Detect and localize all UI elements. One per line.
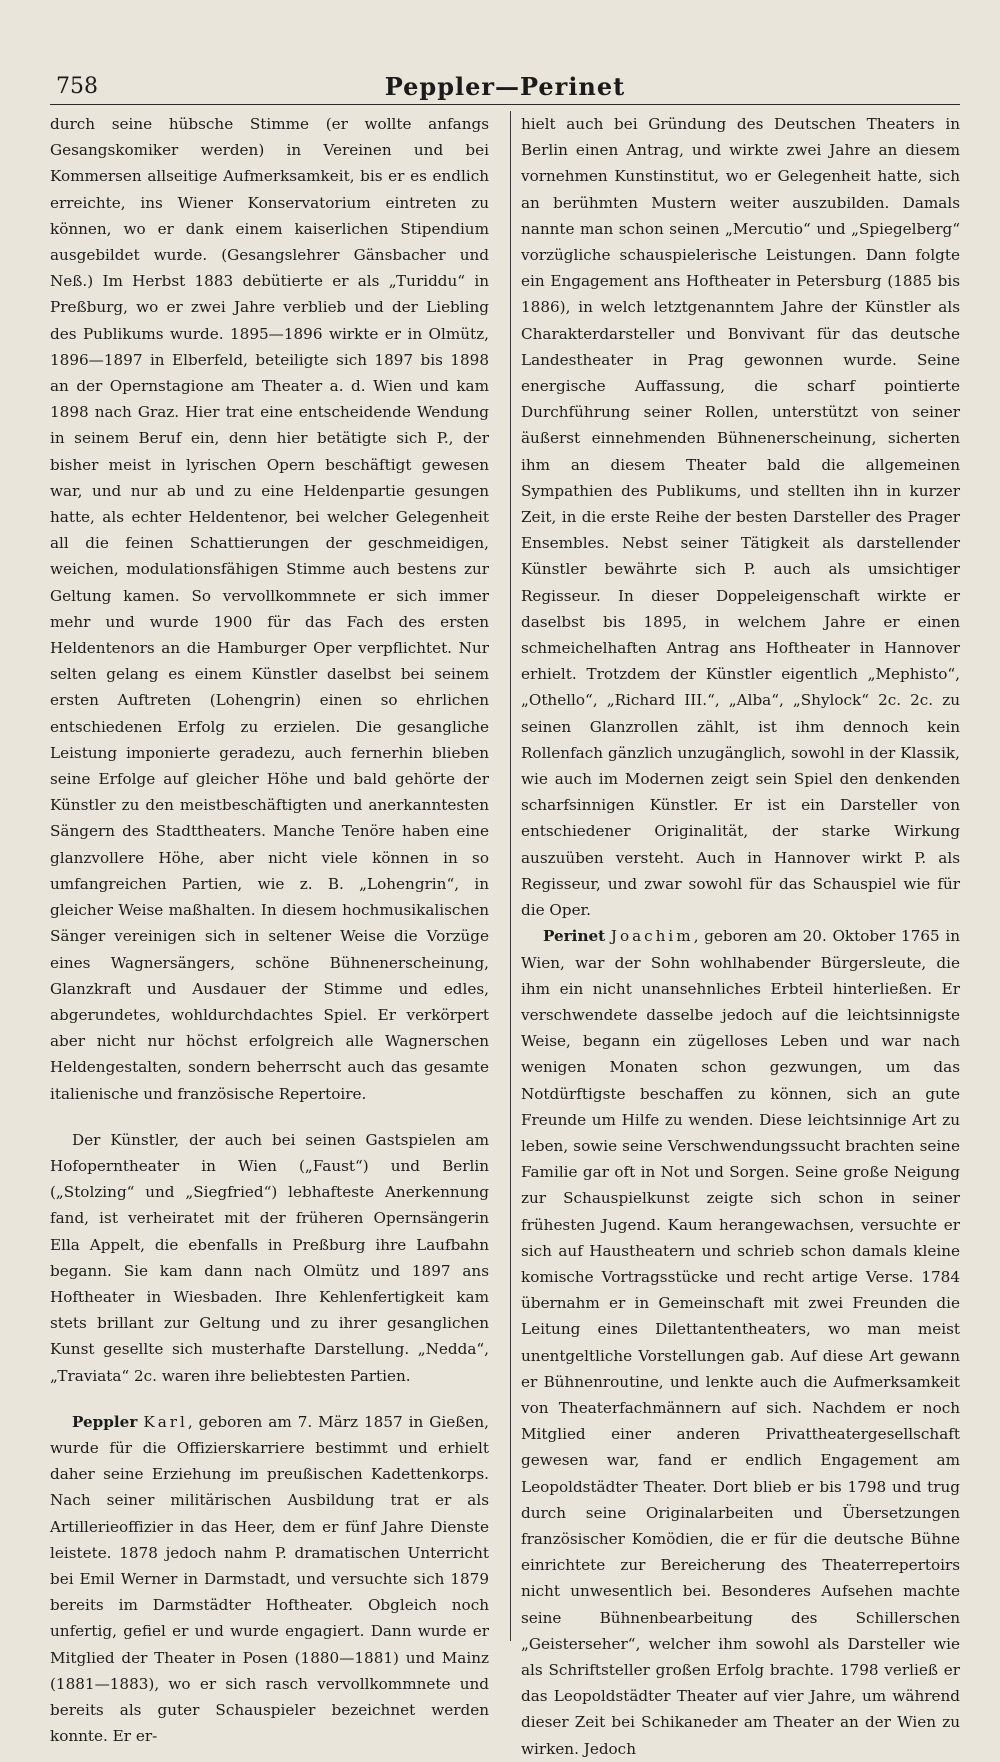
page-number: 758 <box>56 74 98 99</box>
paragraph: durch seine hübsche Stimme (er wollte anfangs Gesangskomiker werden) in Vereinen und bei Kommersen allseitige Aufmerksamkeit, bis er es endlich erreichte, ins Wiener Konservatorium eintreten zu können, wo er dank einem kaiserlichen Stipendium ausgebildet wurde. (Gesangslehrer Gänsbacher und Neß.) Im Herbst 1883 debütierte er als „Turiddu“ in Preßburg, wo er zwei Jahre verblieb und der Liebling des Publikums wurde. 1895—1896 wirkte er in Olmütz, 1896—1897 in Elberfeld, beteiligte sich 1897 bis 1898 an der Opernstagione am Theater a. d. Wien und kam 1898 nach Graz. Hier trat eine entscheidende Wendung in seinem Beruf ein, denn hier betätigte sich P., der bisher meist in lyrischen Opern beschäftigt gewesen war, und nur ab und zu eine Heldenpartie gesungen hatte, als echter Heldentenor, bei welcher Gelegenheit all die feinen Schattierungen der geschmeidigen, weichen, modulationsfähigen Stimme auch bestens zur Geltung kamen. So vervollkommnete er sich immer mehr und wurde 1900 für das Fach des ersten Heldentenors an die Hamburger Oper verpflichtet. Nur selten gelang es einem Künstler daselbst bei seinem ersten Auftreten (Lohengrin) einen so ehrlichen entschiedenen Erfolg zu erzielen. Die gesangliche Leistung imponierte geradezu, auch fernerhin blieben seine Erfolge auf gleicher Höhe und bald gehörte der Künstler zu den meistbeschäftigten und anerkanntesten Sängern des Stadttheaters. Manche Tenöre haben eine glanzvollere Höhe, aber nicht viele können in so umfangreichen Partien, wie z. B. „Lohengrin“, in gleicher Weise maßhalten. In diesem hochmusikalischen Sänger vereinigen sich in seltener Weise die Vorzüge eines Wagnersängers, schöne Bühnenerscheinung, Glanzkraft und Ausdauer der Stimme und edles, abgerundetes, wohldurchdachtes Spiel. Er verkörpert aber nicht nur höchst erfolgreich alle Wagnerschen Heldengestalten, sondern beherrscht auch das gesamte italienische und französische Repertoire. <box>50 115 489 1103</box>
paragraph: hielt auch bei Gründung des Deutschen Theaters in Berlin einen Antrag, und wirkte zwei Jahre an diesem vornehmen Kunstinstitut, wo er Gelegenheit hatte, sich an berühmten Mustern weiter auszubilden. Damals nannte man schon seinen „Mercutio“ und „Spiegelberg“ vorzügliche schauspielerische Leistungen. Dann folgte ein Engagement ans Hoftheater in Petersburg (1885 bis 1886), in welch letztgenanntem Jahre der Künstler als Charakterdarsteller und Bonvivant für das deutsche Landestheater in Prag gewonnen wurde. Seine energische Auffassung, die scharf pointierte Durchführung seiner Rollen, unterstützt von seiner äußerst einnehmenden Bühnenerscheinung, sicherten ihm an diesem Theater bald die allgemeinen Sympathien des Publikums, und stellten ihn in kurzer Zeit, in die erste Reihe der besten Darsteller des Prager Ensembles. Nebst seiner Tätigkeit als darstellender Künstler bewährte sich P. auch als umsichtiger Regisseur. In dieser Doppeleigenschaft wirkte er daselbst bis 1895, in welchem Jahre er einen schmeichelhaften Antrag ans Hoftheater in Hannover erhielt. Trotzdem der Künstler eigentlich „Mephisto“, „Othello“, „Richard III.“, „Alba“, „Shylock“ 2c. 2c. zu seinen Glanzrollen zählt, ist ihm dennoch kein Rollenfach gänzlich unzugänglich, sowohl in der Klassik, wie auch im Modernen zeigt sein Spiel den denkenden scharfsinnigen Künstler. Er ist ein Darsteller von entschiedener Originalität, der starke Wirkung auszuüben versteht. Auch in Hannover wirkt P. als Regisseur, und zwar sowohl für das Schauspiel wie für die Oper. <box>521 115 960 920</box>
page-header <box>50 64 960 105</box>
right-column <box>509 111 960 1762</box>
entry-name: Perinet <box>543 927 606 946</box>
entry-text: , geboren am 7. März 1857 in Gießen, wurde für die Offizierskarriere bestimmt und erhielt daher seine Erziehung im preußischen Kadettenkorps. Nach seiner militärischen Ausbildung trat er als Artillerieoffizier in das Heer, dem er fünf Jahre Dienste leistete. 1878 jedoch nahm P. dramatischen Unterricht bei Emil Werner in Darmstadt, und versuchte sich 1879 bereits im Darmstädter Hoftheater. Obgleich noch unfertig, gefiel er und wurde engagiert. Dann wurde er Mitglied der Theater in Posen (1880—1881) und Mainz (1881—1883), wo er sich rasch vervollkommnete und bereits als guter Schauspieler bezeichnet werden konnte. Er er- <box>50 1412 489 1746</box>
running-head: Peppler—Perinet <box>384 72 626 101</box>
entry-first-name: Karl <box>143 1412 188 1431</box>
entry-name: Peppler <box>72 1412 138 1431</box>
column-divider <box>510 111 511 1641</box>
text-columns <box>50 111 960 1762</box>
entry-peppler-karl <box>50 1409 489 1750</box>
left-column <box>50 111 501 1762</box>
entry-first-name: Joachim <box>610 927 694 946</box>
paragraph: Der Künstler, der auch bei seinen Gastspielen am Hofoperntheater in Wien („Faust“) und Berlin („Stolzing“ und „Siegfried“) lebhafteste Anerkennung fand, ist verheiratet mit der früheren Opernsängerin Ella Appelt, die ebenfalls in Preßburg ihre Laufbahn begann. Sie kam dann nach Olmütz und 1897 ans Hoftheater in Wiesbaden. Ihre Kehlenfertigkeit kam stets brillant zur Geltung und zu ihrer gesanglichen Kunst gesellte sich musterhafte Darstellung. „Nedda“, „Traviata“ 2c. waren ihre beliebtesten Partien. <box>50 1130 489 1385</box>
entry-text: , geboren am 20. Oktober 1765 in Wien, war der Sohn wohlhabender Bürgersleute, die ihm ein nicht unansehnliches Erbteil hinterließen. Er verschwendete dasselbe jedoch auf die leichtsinnigste Weise, begann ein zügelloses Leben und war nach wenigen Monaten schon gezwungen, um das Notdürftigste beschaffen zu können, sich an gute Freunde um Hilfe zu wenden. Diese leichtsinnige Art zu leben, sowie seine Verschwendungssucht brachten seine Familie gar oft in Not und Sorgen. Seine große Neigung zur Schauspielkunst zeigte sich schon in seiner frühesten Jugend. Kaum herangewachsen, versuchte er sich auf Haustheatern und schrieb schon damals kleine komische Vortragsstücke und recht artige Verse. 1784 übernahm er in Gemeinschaft mit zwei Freunden die Leitung eines Dilettantentheaters, wo man meist unentgeltliche Vorstellungen gab. Auf diese Art gewann er Bühnenroutine, und lenkte auch die Aufmerksamkeit von Theaterfachmännern auf sich. Nachdem er noch Mitglied einer anderen Privattheatergesellschaft gewesen war, fand er endlich Engagement am Leopoldstädter Theater. Dort blieb er bis 1798 und trug durch seine Originalarbeiten und Übersetzungen französischer Komödien, die er für die deutsche Bühne einrichtete zur Bereicherung des Theaterrepertoirs nicht unwesentlich bei. Besonderes Aufsehen machte seine Bühnenbearbeitung des Schillerschen „Geisterseher“, welcher ihm sowohl als Darsteller wie als Schriftsteller großen Erfolg brachte. 1798 verließ er das Leopoldstädter Theater auf vier Jahre, um während dieser Zeit bei Schikaneder am Theater an der Wien zu wirken. Jedoch <box>521 927 961 1758</box>
entry-perinet-joachim <box>521 923 960 1762</box>
